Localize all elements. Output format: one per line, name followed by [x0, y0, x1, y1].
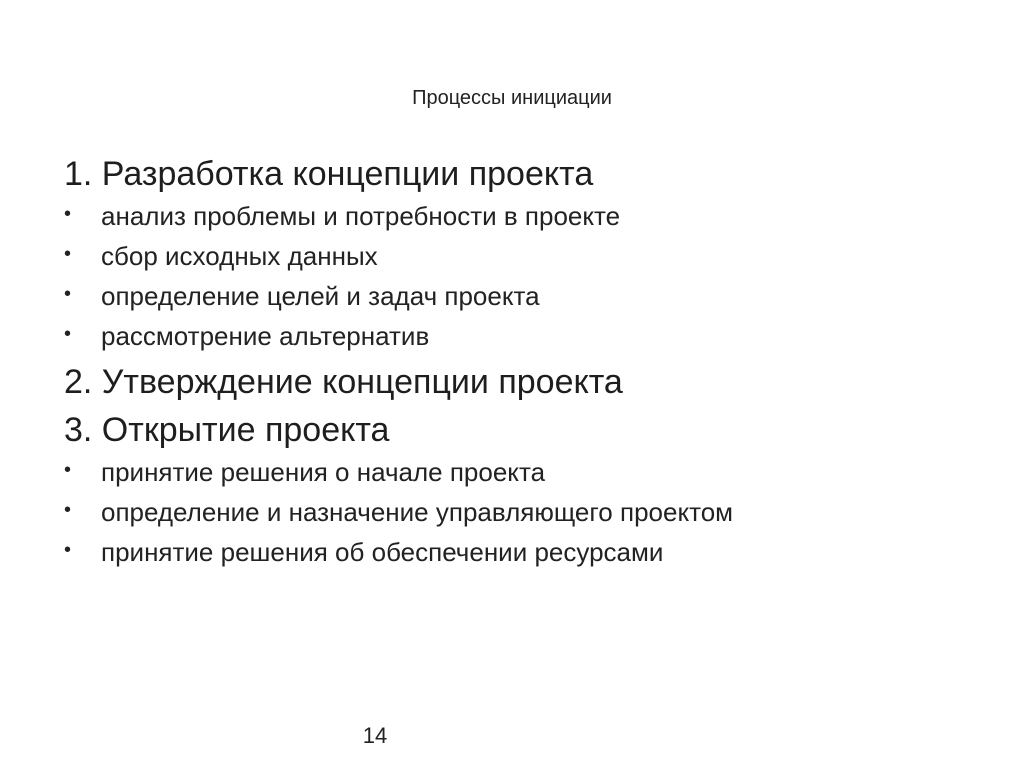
bullet-item [64, 452, 984, 492]
bullet-icon: • [64, 203, 72, 225]
section-project-opening [64, 408, 984, 572]
section-concept-development [64, 152, 984, 356]
bullet-icon: • [64, 459, 72, 481]
section-heading: 2. Утверждение концепции проекта [64, 363, 623, 401]
bullet-item [64, 492, 984, 532]
slide-title: Процессы инициации [412, 87, 612, 109]
bullet-text: принятие решения об обеспечении ресурсами [101, 537, 664, 567]
bullet-icon: • [64, 283, 72, 305]
bullet-item [64, 236, 984, 276]
bullet-text: определение целей и задач проекта [101, 281, 540, 311]
slide-content [64, 152, 984, 572]
section-heading: 1. Разработка концепции проекта [64, 155, 594, 193]
bullet-item [64, 316, 984, 356]
section-concept-approval [64, 360, 984, 404]
bullet-text: сбор исходных данных [101, 241, 378, 271]
bullet-item [64, 196, 984, 236]
bullet-text: рассмотрение альтернатив [101, 321, 430, 351]
bullet-icon: • [64, 539, 72, 561]
bullet-icon: • [64, 323, 72, 345]
bullet-item [64, 276, 984, 316]
bullet-icon: • [64, 499, 72, 521]
bullet-icon: • [64, 243, 72, 265]
bullet-text: анализ проблемы и потребности в проекте [101, 201, 621, 231]
bullet-text: принятие решения о начале проекта [101, 457, 546, 487]
section-heading: 3. Открытие проекта [64, 411, 390, 449]
bullet-text: определение и назначение управляющего проектом [101, 497, 734, 527]
page-number: 14 [362, 723, 388, 748]
bullet-item [64, 532, 984, 572]
